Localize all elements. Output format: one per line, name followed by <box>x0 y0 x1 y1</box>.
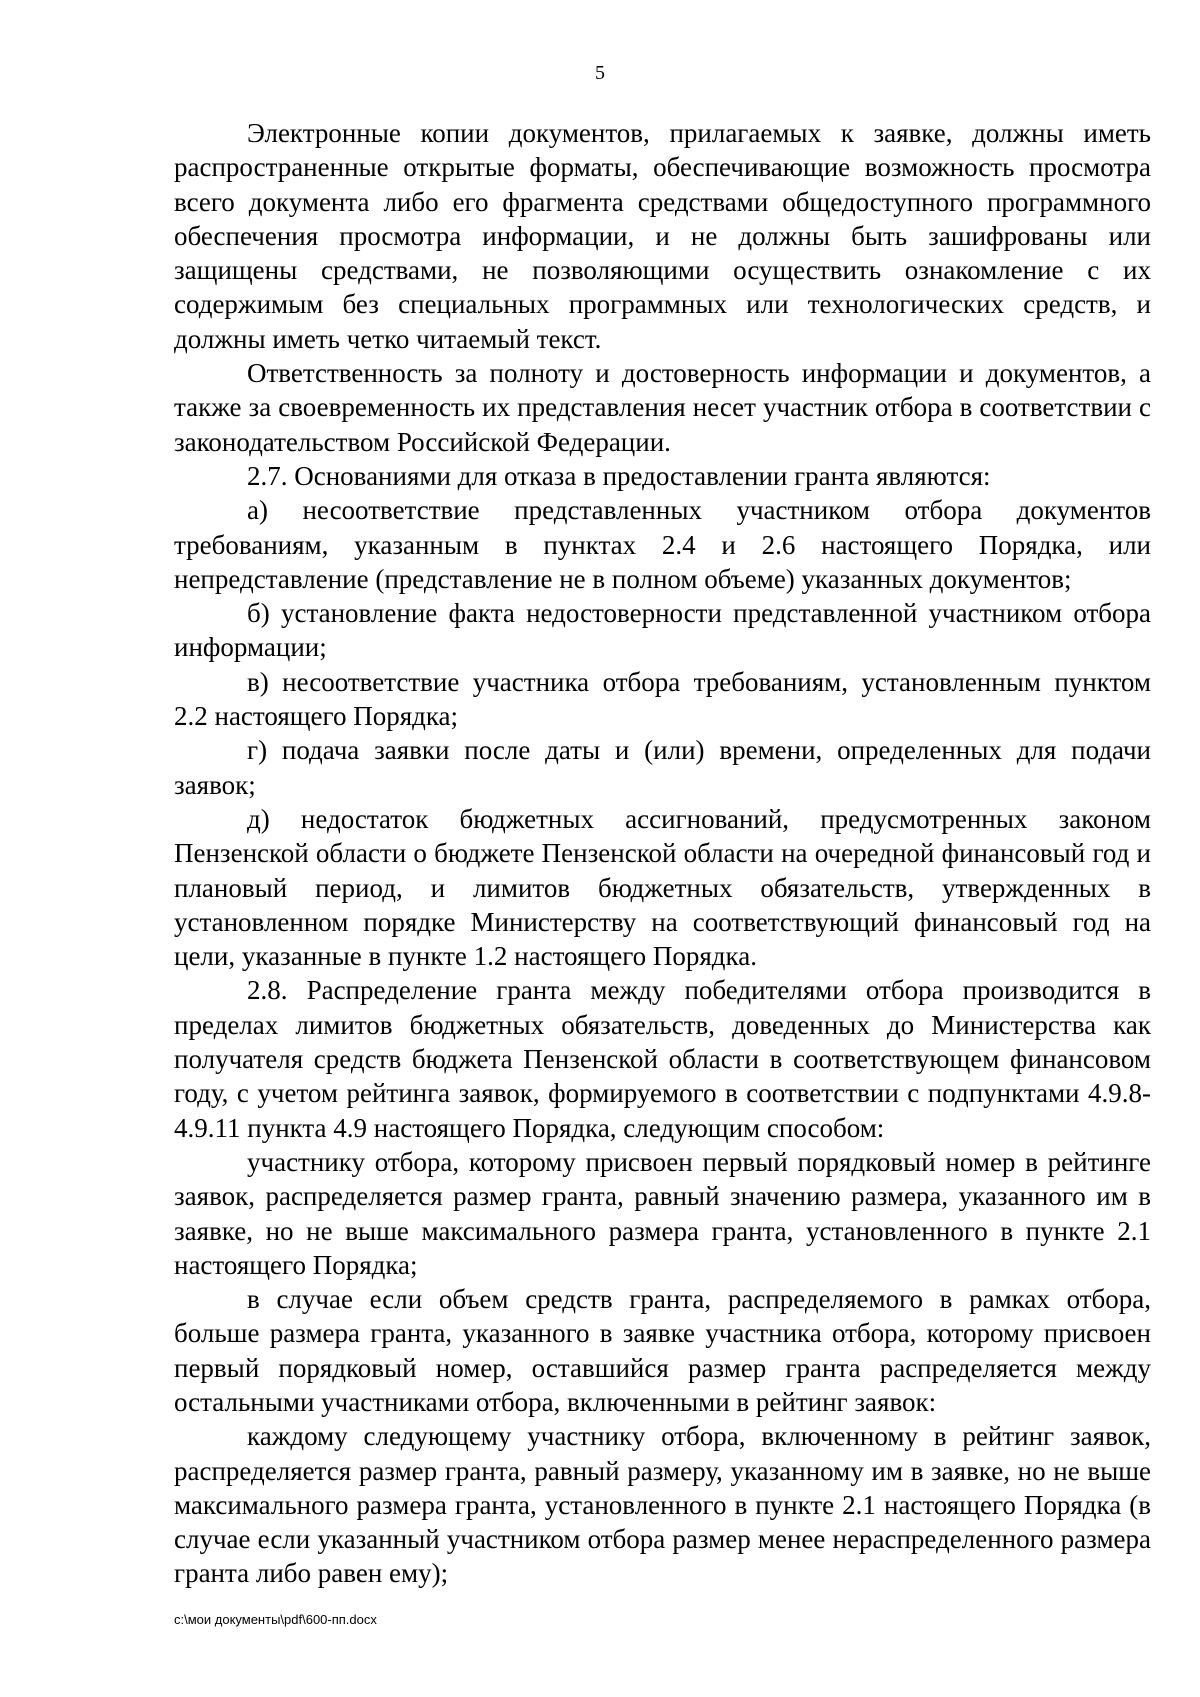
document-body <box>174 116 1151 1591</box>
page-number: 5 <box>595 62 605 84</box>
paragraph-2-7-v: в) несоответствие участника отбора требованиям, установленным пунктом 2.2 настоящего Порядка; <box>174 666 1151 732</box>
paragraph-remaining-grant: в случае если объем средств гранта, распределяемого в рамках отбора, больше размера гранта, указанного в заявке участника отбора, которому присвоен первый порядковый номер, оставшийся размер гранта распределяется между остальными участниками отбора, включенными в рейтинг заявок: <box>174 1284 1151 1417</box>
paragraph-2-7-d: д) недостаток бюджетных ассигнований, предусмотренных законом Пензенской области о бюджете Пензенской области на очередной финансовый год и плановый период, и лимитов бюджетных обязательств, утвержденных в установленном порядке Министерству на соответствующий финансовый год на цели, указанные в пункте 1.2 настоящего Порядка. <box>174 803 1151 972</box>
paragraph-first-participant: участнику отбора, которому присвоен первый порядковый номер в рейтинге заявок, распределяется размер гранта, равный значению размера, указанного им в заявке, но не выше максимального размера гранта, установленного в пункте 2.1 настоящего Порядка; <box>174 1146 1151 1280</box>
paragraph-2-7-b: б) установление факта недостоверности представленной участником отбора информации; <box>174 598 1151 663</box>
paragraph-2-8-distribution: 2.8. Распределение гранта между победителями отбора производится в пределах лимитов бюджетных обязательств, доведенных до Министерства как получателя средств бюджета Пензенской области в соответствующем финансовом году, с учетом рейтинга заявок, формируемого в соответствии с подпунктами 4.9.8-4.9.11 пункта 4.9 настоящего Порядка, следующим способом: <box>174 975 1151 1143</box>
paragraph-2-7-g: г) подача заявки после даты и (или) времени, определенных для подачи заявок; <box>174 735 1151 800</box>
paragraph-2-7-refusal-grounds: 2.7. Основаниями для отказа в предоставлении гранта являются: <box>247 460 991 491</box>
footer-file-path: c:\мои документы\pdf\600-пп.docx <box>174 1612 377 1627</box>
paragraph-2-7-a: а) несоответствие представленных участником отбора документов требованиям, указанным в пунктах 2.4 и 2.6 настоящего Порядка, или непредставление (представление не в полном объеме) указанных документов; <box>174 495 1151 594</box>
paragraph-electronic-copies: Электронные копии документов, прилагаемых к заявке, должны иметь распространенные открытые форматы, обеспечивающие возможность просмотра всего документа либо его фрагмента средствами общедоступного программного обеспечения просмотра информации, и не должны быть зашифрованы или защищены средствами, не позволяющими осуществить ознакомление с их содержимым без специальных программных или технологических средств, и должны иметь четко читаемый текст. <box>174 118 1151 354</box>
paragraph-responsibility: Ответственность за полноту и достоверность информации и документов, а также за своевременность их представления несет участник отбора в соответствии с законодательством Российской Федерации. <box>174 358 1151 457</box>
paragraph-each-next-participant: каждому следующему участнику отбора, включенному в рейтинг заявок, распределяется размер гранта, равный размеру, указанному им в заявке, но не выше максимального размера гранта, установленного в пункте 2.1 настоящего Порядка (в случае если указанный участником отбора размер менее нераспределенного размера гранта либо равен ему); <box>174 1421 1151 1589</box>
